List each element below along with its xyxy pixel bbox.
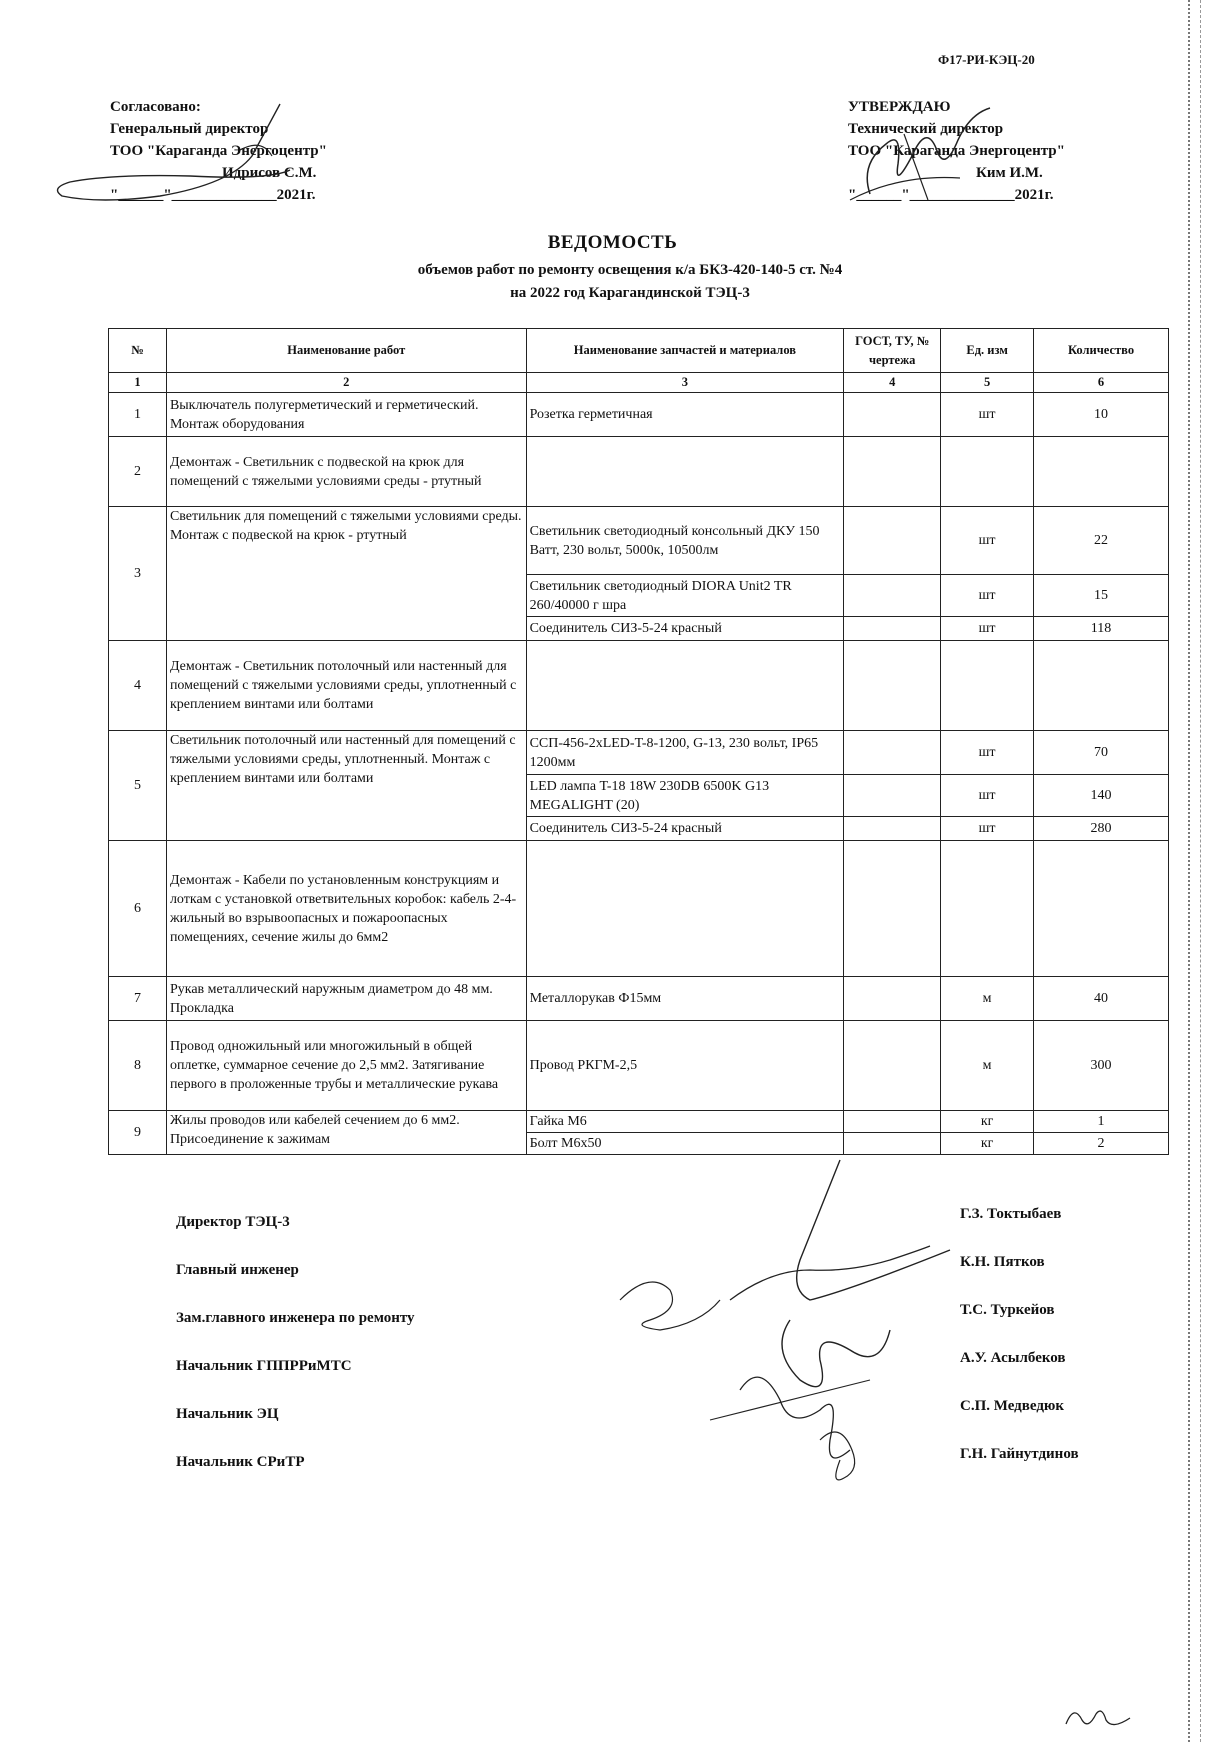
header-materials: Наименование запчастей и материалов [526, 329, 844, 373]
column-number: 6 [1034, 373, 1169, 393]
material-cell: Соединитель СИЗ-5-24 красный [526, 617, 844, 641]
agreed-name: Идрисов С.М. [222, 165, 317, 181]
table-row [109, 977, 1169, 1021]
signatory-position: Начальник СРиТР [176, 1454, 305, 1470]
column-number: 3 [526, 373, 844, 393]
row-number-cell: 6 [109, 841, 167, 977]
unit-cell [941, 841, 1034, 977]
agreed-date: "______"______________2021г. [110, 187, 316, 203]
signatory-position: Директор ТЭЦ-3 [176, 1214, 290, 1230]
row-number-cell: 7 [109, 977, 167, 1021]
gost-cell [844, 1111, 941, 1133]
gost-cell [844, 575, 941, 617]
document-subtitle: объемов работ по ремонту освещения к/а БКЗ-420-140-5 ст. №4 [417, 262, 843, 278]
signatory-name: К.Н. Пятков [960, 1254, 1045, 1270]
gost-cell [844, 817, 941, 841]
work-name-cell: Провод одножильный или многожильный в общей оплетке, суммарное сечение до 2,5 мм2. Затягивание первого в проложенные трубы и металлические рукава [166, 1021, 526, 1111]
material-cell: ССП-456-2xLED-T-8-1200, G-13, 230 вольт, IP65 1200мм [526, 731, 844, 775]
quantity-cell: 40 [1034, 977, 1169, 1021]
gost-cell [844, 731, 941, 775]
unit-cell: м [941, 1021, 1034, 1111]
material-cell: LED лампа T-18 18W 230DB 6500K G13 MEGALIGHT (20) [526, 775, 844, 817]
header-unit: Ед. изм [941, 329, 1034, 373]
quantity-cell: 70 [1034, 731, 1169, 775]
table-row [109, 1021, 1169, 1111]
work-name-cell: Демонтаж - Кабели по установленным конструкциям и лоткам с установкой ответвительных коробок: кабель 2-4-жильный во взрывоопасных и пожароопасных помещениях, сечение жилы до 6мм2 [166, 841, 526, 977]
signatory-position: Начальник ГППРРиМТС [176, 1358, 352, 1374]
header-no: № [109, 329, 167, 373]
approved-date: "______"______________2021г. [848, 187, 1054, 203]
approved-position: Технический директор [848, 121, 1004, 137]
table-row [109, 437, 1169, 507]
row-number-cell: 4 [109, 641, 167, 731]
header-qty: Количество [1034, 329, 1169, 373]
unit-cell: шт [941, 507, 1034, 575]
signatory-name: Т.С. Туркейов [960, 1302, 1055, 1318]
unit-cell: шт [941, 817, 1034, 841]
table-row [109, 731, 1169, 775]
material-cell [526, 437, 844, 507]
signatory-position: Начальник ЭЦ [176, 1406, 279, 1422]
approved-heading: УТВЕРЖДАЮ [848, 99, 951, 115]
header-gost: ГОСТ, ТУ, № чертежа [844, 329, 941, 373]
signatory-name: Г.З. Токтыбаев [960, 1206, 1062, 1222]
column-number-row [109, 373, 1169, 393]
quantity-cell [1034, 841, 1169, 977]
unit-cell [941, 437, 1034, 507]
work-name-cell: Светильник потолочный или настенный для помещений с тяжелыми условиями среды, уплотненный. Монтаж с креплением винтами или болтами [166, 731, 526, 841]
document-subtitle-year: на 2022 год Карагандинской ТЭЦ-3 [510, 285, 750, 301]
gost-cell [844, 393, 941, 437]
gost-cell [844, 1021, 941, 1111]
material-cell [526, 841, 844, 977]
row-number-cell: 3 [109, 507, 167, 641]
work-name-cell: Демонтаж - Светильник с подвеской на крюк для помещений с тяжелыми условиями среды - ртутный [166, 437, 526, 507]
material-cell: Светильник светодиодный консольный ДКУ 150 Ватт, 230 вольт, 5000к, 10500лм [526, 507, 844, 575]
gost-cell [844, 977, 941, 1021]
column-number: 5 [941, 373, 1034, 393]
row-number-cell: 1 [109, 393, 167, 437]
table-row [109, 393, 1169, 437]
gost-cell [844, 437, 941, 507]
unit-cell: м [941, 977, 1034, 1021]
table-row [109, 841, 1169, 977]
unit-cell: шт [941, 775, 1034, 817]
signatory-name: Г.Н. Гайнутдинов [960, 1446, 1079, 1462]
table-row [109, 641, 1169, 731]
agreed-heading: Согласовано: [110, 99, 201, 115]
column-number: 1 [109, 373, 167, 393]
quantity-cell: 2 [1034, 1133, 1169, 1155]
gost-cell [844, 641, 941, 731]
column-number: 2 [166, 373, 526, 393]
commission-signatures [590, 1150, 970, 1490]
unit-cell [941, 641, 1034, 731]
work-name-cell: Демонтаж - Светильник потолочный или настенный для помещений с тяжелыми условиями среды, уплотненный с креплением винтами или болтами [166, 641, 526, 731]
approved-company: ТОО "Караганда Энергоцентр" [848, 143, 1065, 159]
approved-signature [840, 104, 1020, 204]
column-number: 4 [844, 373, 941, 393]
quantity-cell [1034, 437, 1169, 507]
document-title: ВЕДОМОСТЬ [547, 232, 678, 253]
signatory-position: Зам.главного инженера по ремонту [176, 1310, 415, 1326]
quantity-cell [1034, 641, 1169, 731]
table-header-row [109, 329, 1169, 373]
table-row [109, 1111, 1169, 1133]
row-number-cell: 5 [109, 731, 167, 841]
material-cell: Светильник светодиодный DIORA Unit2 TR 260/40000 г шра [526, 575, 844, 617]
unit-cell: кг [941, 1133, 1034, 1155]
work-name-cell: Светильник для помещений с тяжелыми условиями среды. Монтаж с подвеской на крюк - ртутный [166, 507, 526, 641]
approved-name: Ким И.М. [976, 165, 1043, 181]
table-row [109, 507, 1169, 575]
gost-cell [844, 617, 941, 641]
page-initials [1060, 1700, 1140, 1734]
work-name-cell: Выключатель полугерметический и герметический. Монтаж оборудования [166, 393, 526, 437]
quantity-cell: 280 [1034, 817, 1169, 841]
unit-cell: шт [941, 731, 1034, 775]
material-cell: Болт М6х50 [526, 1133, 844, 1155]
gost-cell [844, 775, 941, 817]
material-cell: Розетка герметичная [526, 393, 844, 437]
quantity-cell: 140 [1034, 775, 1169, 817]
quantity-cell: 118 [1034, 617, 1169, 641]
work-name-cell: Жилы проводов или кабелей сечением до 6 мм2. Присоединение к зажимам [166, 1111, 526, 1155]
agreed-position: Генеральный директор [110, 121, 269, 137]
form-code: Ф17-РИ-КЭЦ-20 [938, 52, 1035, 67]
works-table [108, 328, 1169, 1155]
signatory-name: А.У. Асылбеков [960, 1350, 1066, 1366]
gost-cell [844, 507, 941, 575]
row-number-cell: 8 [109, 1021, 167, 1111]
material-cell [526, 641, 844, 731]
unit-cell: шт [941, 617, 1034, 641]
material-cell: Гайка М6 [526, 1111, 844, 1133]
quantity-cell: 22 [1034, 507, 1169, 575]
row-number-cell: 9 [109, 1111, 167, 1155]
quantity-cell: 1 [1034, 1111, 1169, 1133]
row-number-cell: 2 [109, 437, 167, 507]
quantity-cell: 300 [1034, 1021, 1169, 1111]
quantity-cell: 10 [1034, 393, 1169, 437]
quantity-cell: 15 [1034, 575, 1169, 617]
signatory-name: С.П. Медведюк [960, 1398, 1065, 1414]
material-cell: Металлорукав Ф15мм [526, 977, 844, 1021]
agreed-signature [40, 100, 360, 210]
unit-cell: кг [941, 1111, 1034, 1133]
header-work: Наименование работ [166, 329, 526, 373]
work-name-cell: Рукав металлический наружным диаметром до 48 мм. Прокладка [166, 977, 526, 1021]
material-cell: Соединитель СИЗ-5-24 красный [526, 817, 844, 841]
unit-cell: шт [941, 393, 1034, 437]
agreed-company: ТОО "Караганда Энергоцентр" [110, 143, 327, 159]
material-cell: Провод РКГМ-2,5 [526, 1021, 844, 1111]
signatory-position: Главный инженер [176, 1262, 299, 1278]
unit-cell: шт [941, 575, 1034, 617]
gost-cell [844, 841, 941, 977]
